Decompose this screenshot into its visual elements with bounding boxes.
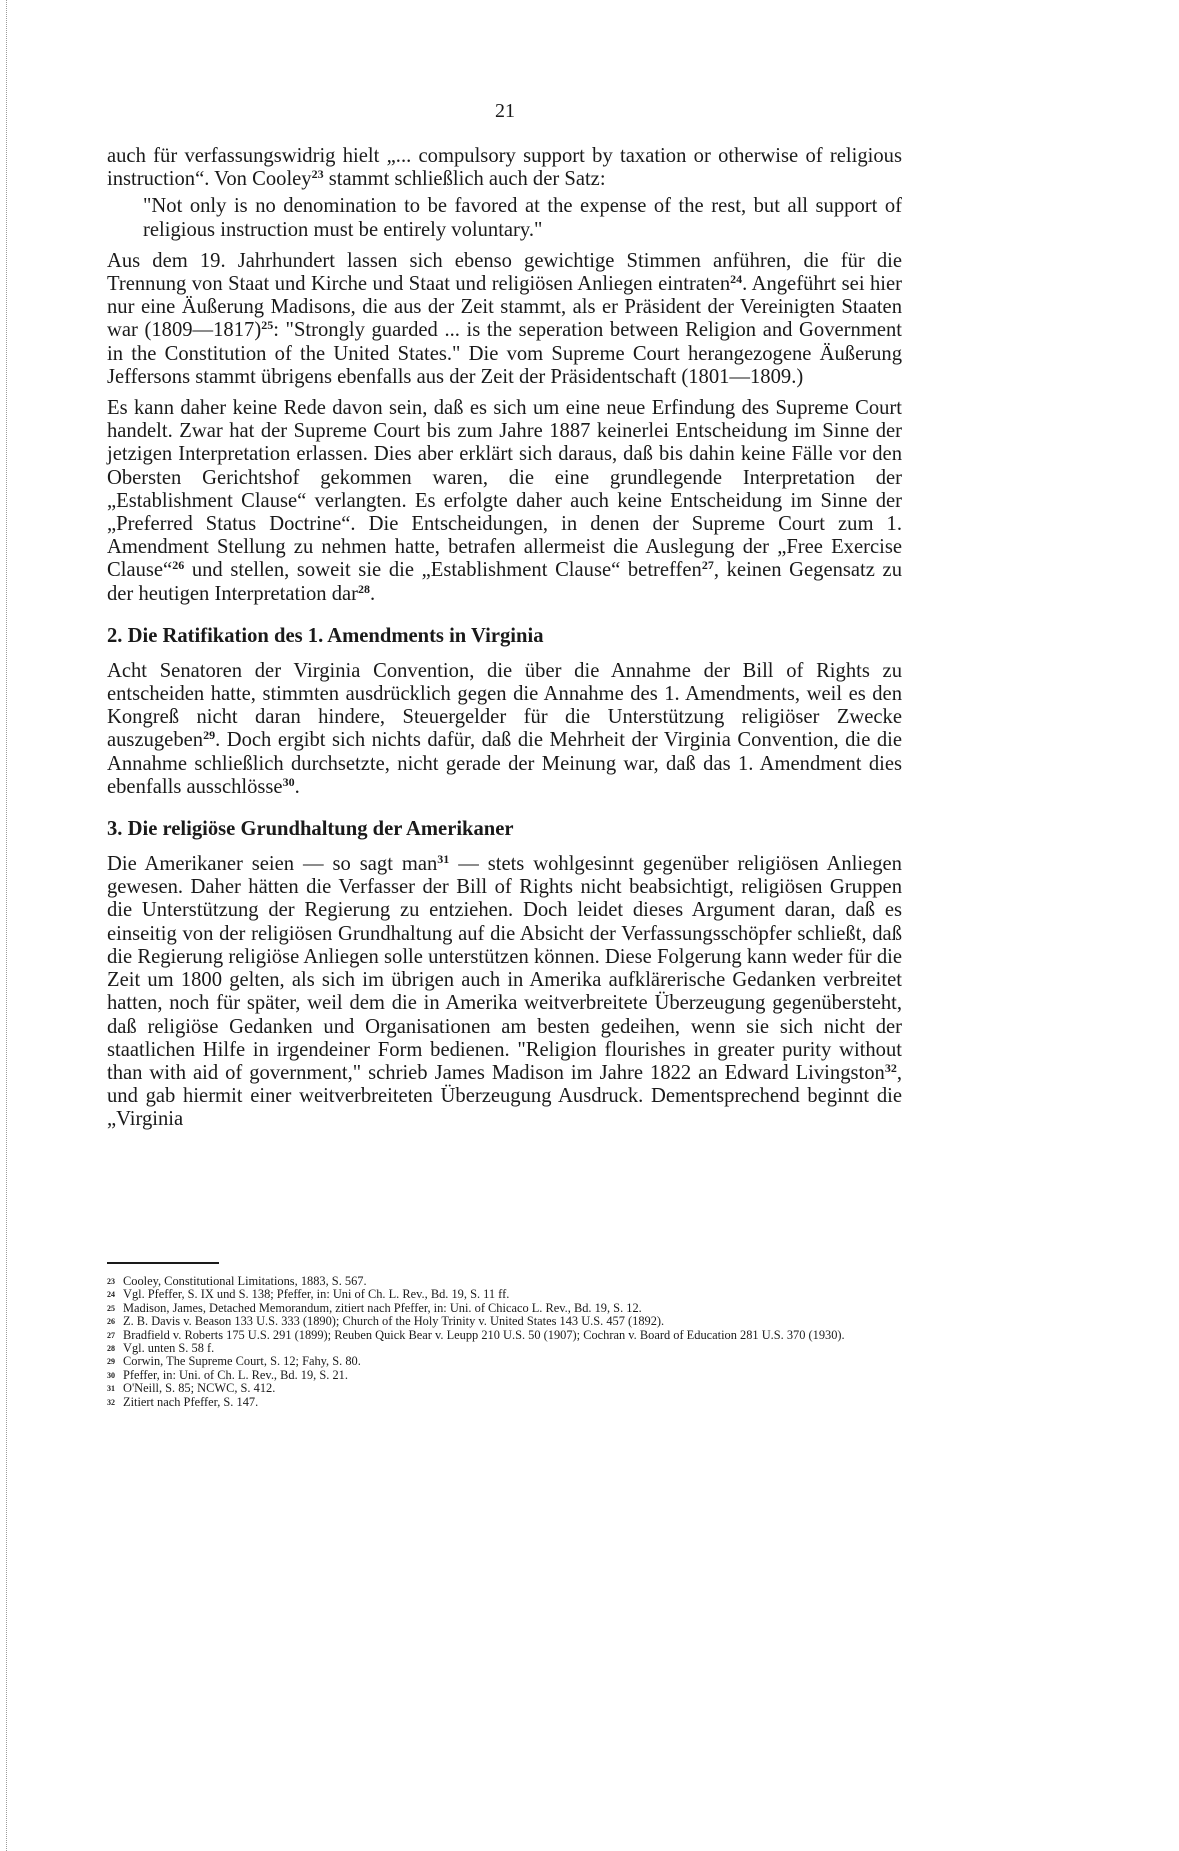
footnote-text: Madison, James, Detached Memorandum, zitiert nach Pfeffer, in: Uni. of Chicaco L. Rev., Bd. 19, S. 12. — [123, 1300, 642, 1315]
footnote-ref: 30 — [282, 774, 295, 789]
scan-edge — [0, 0, 7, 1851]
section-3-paragraph: Die Amerikaner seien — so sagt man$^{31}$ — stets wohlgesinnt gegenüber religiösen Anliegen gewesen. Daher hätten die Verfasser der Bill of Rights nicht beabsichtigt, religiösen Gruppen die Unterstützung der Regierung zu entziehen. Doch leidet dieses Argument daran, daß es einseitig von der religiösen Grundhaltung auf die Absicht der Verfassungsschöpfer schließt, daß die Regierung religiöse Anliegen solle unterstützen können. Diese Folgerung kann weder für die Zeit um 1800 gelten, als sich im übrigen auch in Amerika aufklärerische Gedanken verbreitet hatten, noch für später, weil dem die in Amerika weitverbreitete Überzeugung gegenübersteht, daß religiöse Gedanken und Organisationen am besten gedeihen, wenn sie sich nicht der staatlichen Hilfe in irgendeiner Form bedienen. "Religion flourishes in greater purity without than with aid of government," schrieb James Madison im Jahre 1822 an Edward Livingston$^{32}$, und gab hiermit einer weitverbreiteten Überzeugung Ausdruck. Dementsprechend beginnt die „Virginia — [107, 852, 902, 1131]
section-2-paragraph: Acht Senatoren der Virginia Convention, die über die Annahme der Bill of Rights zu entscheiden hatte, stimmten ausdrücklich gegen die Annahme des 1. Amendments, weil es den Kongreß nicht daran hindere, Steuergelder für die Unterstützung religiöser Zwecke auszugeben$^{29}$. Doch ergibt sich nichts dafür, daß die Mehrheit der Virginia Convention, die die Annahme schließlich durchsetzte, nicht gerade der Meinung war, daß das 1. Amendment dies ebenfalls ausschlösse$^{30}$. — [107, 659, 902, 798]
footnote — [107, 1369, 902, 1382]
footnote-ref: 29 — [203, 728, 216, 743]
footnote-text: Bradfield v. Roberts 175 U.S. 291 (1899); Reuben Quick Bear v. Leupp 210 U.S. 50 (1907); Cochran v. Board of Education 281 U.S. 370 (1930). — [123, 1327, 845, 1342]
footnote-text: Z. B. Davis v. Beason 133 U.S. 333 (1890); Church of the Holy Trinity v. United States 143 U.S. 457 (1892). — [123, 1314, 665, 1329]
paragraph-2: Aus dem 19. Jahrhundert lassen sich ebenso gewichtige Stimmen anführen, die für die Trennung von Staat und Kirche und Staat und religiösen Anliegen eintraten$^{24}$. Angeführt sei hier nur eine Äußerung Madisons, die aus der Zeit stammt, als er Präsident der Vereinigten Staaten war (1809—1817)$^{25}$: "Strongly guarded ... is the seperation between Religion and Government in the Constitution of the United States." Die vom Supreme Court herangezogene Äußerung Jeffersons stammt übrigens ebenfalls aus der Zeit der Präsidentschaft (1801—1809.) — [107, 249, 902, 388]
footnote-ref: 32 — [884, 1060, 897, 1075]
footnote-ref: 27 — [701, 558, 714, 573]
footnote-text: Pfeffer, in: Uni. of Ch. L. Rev., Bd. 19, S. 21. — [123, 1367, 348, 1382]
body-text — [107, 145, 902, 1140]
footnote-number: 23 — [107, 1277, 115, 1286]
footnote-text: Cooley, Constitutional Limitations, 1883, S. 567. — [123, 1274, 367, 1288]
footnote-number: 25 — [107, 1303, 115, 1313]
footnote-number: 30 — [107, 1370, 115, 1380]
footnote — [107, 1382, 902, 1395]
footnote-ref: 31 — [437, 852, 450, 867]
page-number: 21 — [495, 100, 515, 122]
footnote-number: 32 — [107, 1397, 115, 1407]
footnote — [107, 1302, 902, 1315]
footnote-number: 24 — [107, 1290, 115, 1300]
footnote-text: O'Neill, S. 85; NCWC, S. 412. — [123, 1381, 276, 1396]
footnotes — [107, 1275, 902, 1409]
footnote-text: Vgl. unten S. 58 f. — [123, 1341, 215, 1356]
footnote-number: 27 — [107, 1330, 115, 1340]
paragraph-3: Es kann daher keine Rede davon sein, daß es sich um eine neue Erfindung des Supreme Court handelt. Zwar hat der Supreme Court bis zum Jahre 1887 keinerlei Entscheidung im Sinne der jetzigen Interpretation erlassen. Dies aber erklärt sich daraus, daß bis dahin keine Fälle vor den Obersten Gerichtshof gekommen waren, die eine grundlegende Interpretation der „Establishment Clause“ verlangten. Es erfolgte daher auch keine Entscheidung im Sinne der „Preferred Status Doctrine“. Die Entscheidungen, in denen der Supreme Court zum 1. Amendment Stellung zu nehmen hatte, betrafen allermeist die Auslegung der „Free Exercise Clause“$^{26}$ und stellen, soweit sie die „Establishment Clause“ betreffen$^{27}$, keinen Gegensatz zu der heutigen Interpretation dar$^{28}$. — [107, 397, 902, 605]
footnote — [107, 1288, 902, 1301]
footnote — [107, 1315, 902, 1328]
footnote-text: Corwin, The Supreme Court, S. 12; Fahy, S. 80. — [123, 1354, 361, 1369]
footnote-ref: 23 — [311, 167, 324, 182]
footnote-ref: 28 — [358, 581, 371, 596]
footnote — [107, 1329, 902, 1342]
section-3-heading: 3. Die religiöse Grundhaltung der Amerikaner — [107, 818, 514, 841]
footnote — [107, 1275, 902, 1288]
footnote-ref: 24 — [730, 272, 743, 287]
footnote — [107, 1342, 902, 1355]
footnote-number: 29 — [107, 1357, 115, 1367]
footnote-text: Zitiert nach Pfeffer, S. 147. — [123, 1394, 259, 1409]
footnote-number: 31 — [107, 1384, 115, 1394]
footnote-divider — [107, 1262, 219, 1264]
footnote-ref: 26 — [172, 558, 185, 573]
paragraph-1: auch für verfassungswidrig hielt „... compulsory support by taxation or otherwise of religious instruction“. Von Cooley$^{23}$ stammt schließlich auch der Satz: — [107, 145, 902, 191]
footnote-number: 26 — [107, 1317, 115, 1327]
footnote-ref: 25 — [261, 318, 274, 333]
block-quote: "Not only is no denomination to be favored at the expense of the rest, but all support of religious instruction must be entirely voluntary." — [143, 195, 902, 241]
footnote-number: 28 — [107, 1344, 115, 1354]
footnote — [107, 1396, 902, 1409]
footnote — [107, 1355, 902, 1368]
section-2-heading: 2. Die Ratifikation des 1. Amendments in Virginia — [107, 624, 544, 647]
footnote-text: Vgl. Pfeffer, S. IX und S. 138; Pfeffer, in: Uni of Ch. L. Rev., Bd. 19, S. 11 ff. — [123, 1287, 510, 1302]
